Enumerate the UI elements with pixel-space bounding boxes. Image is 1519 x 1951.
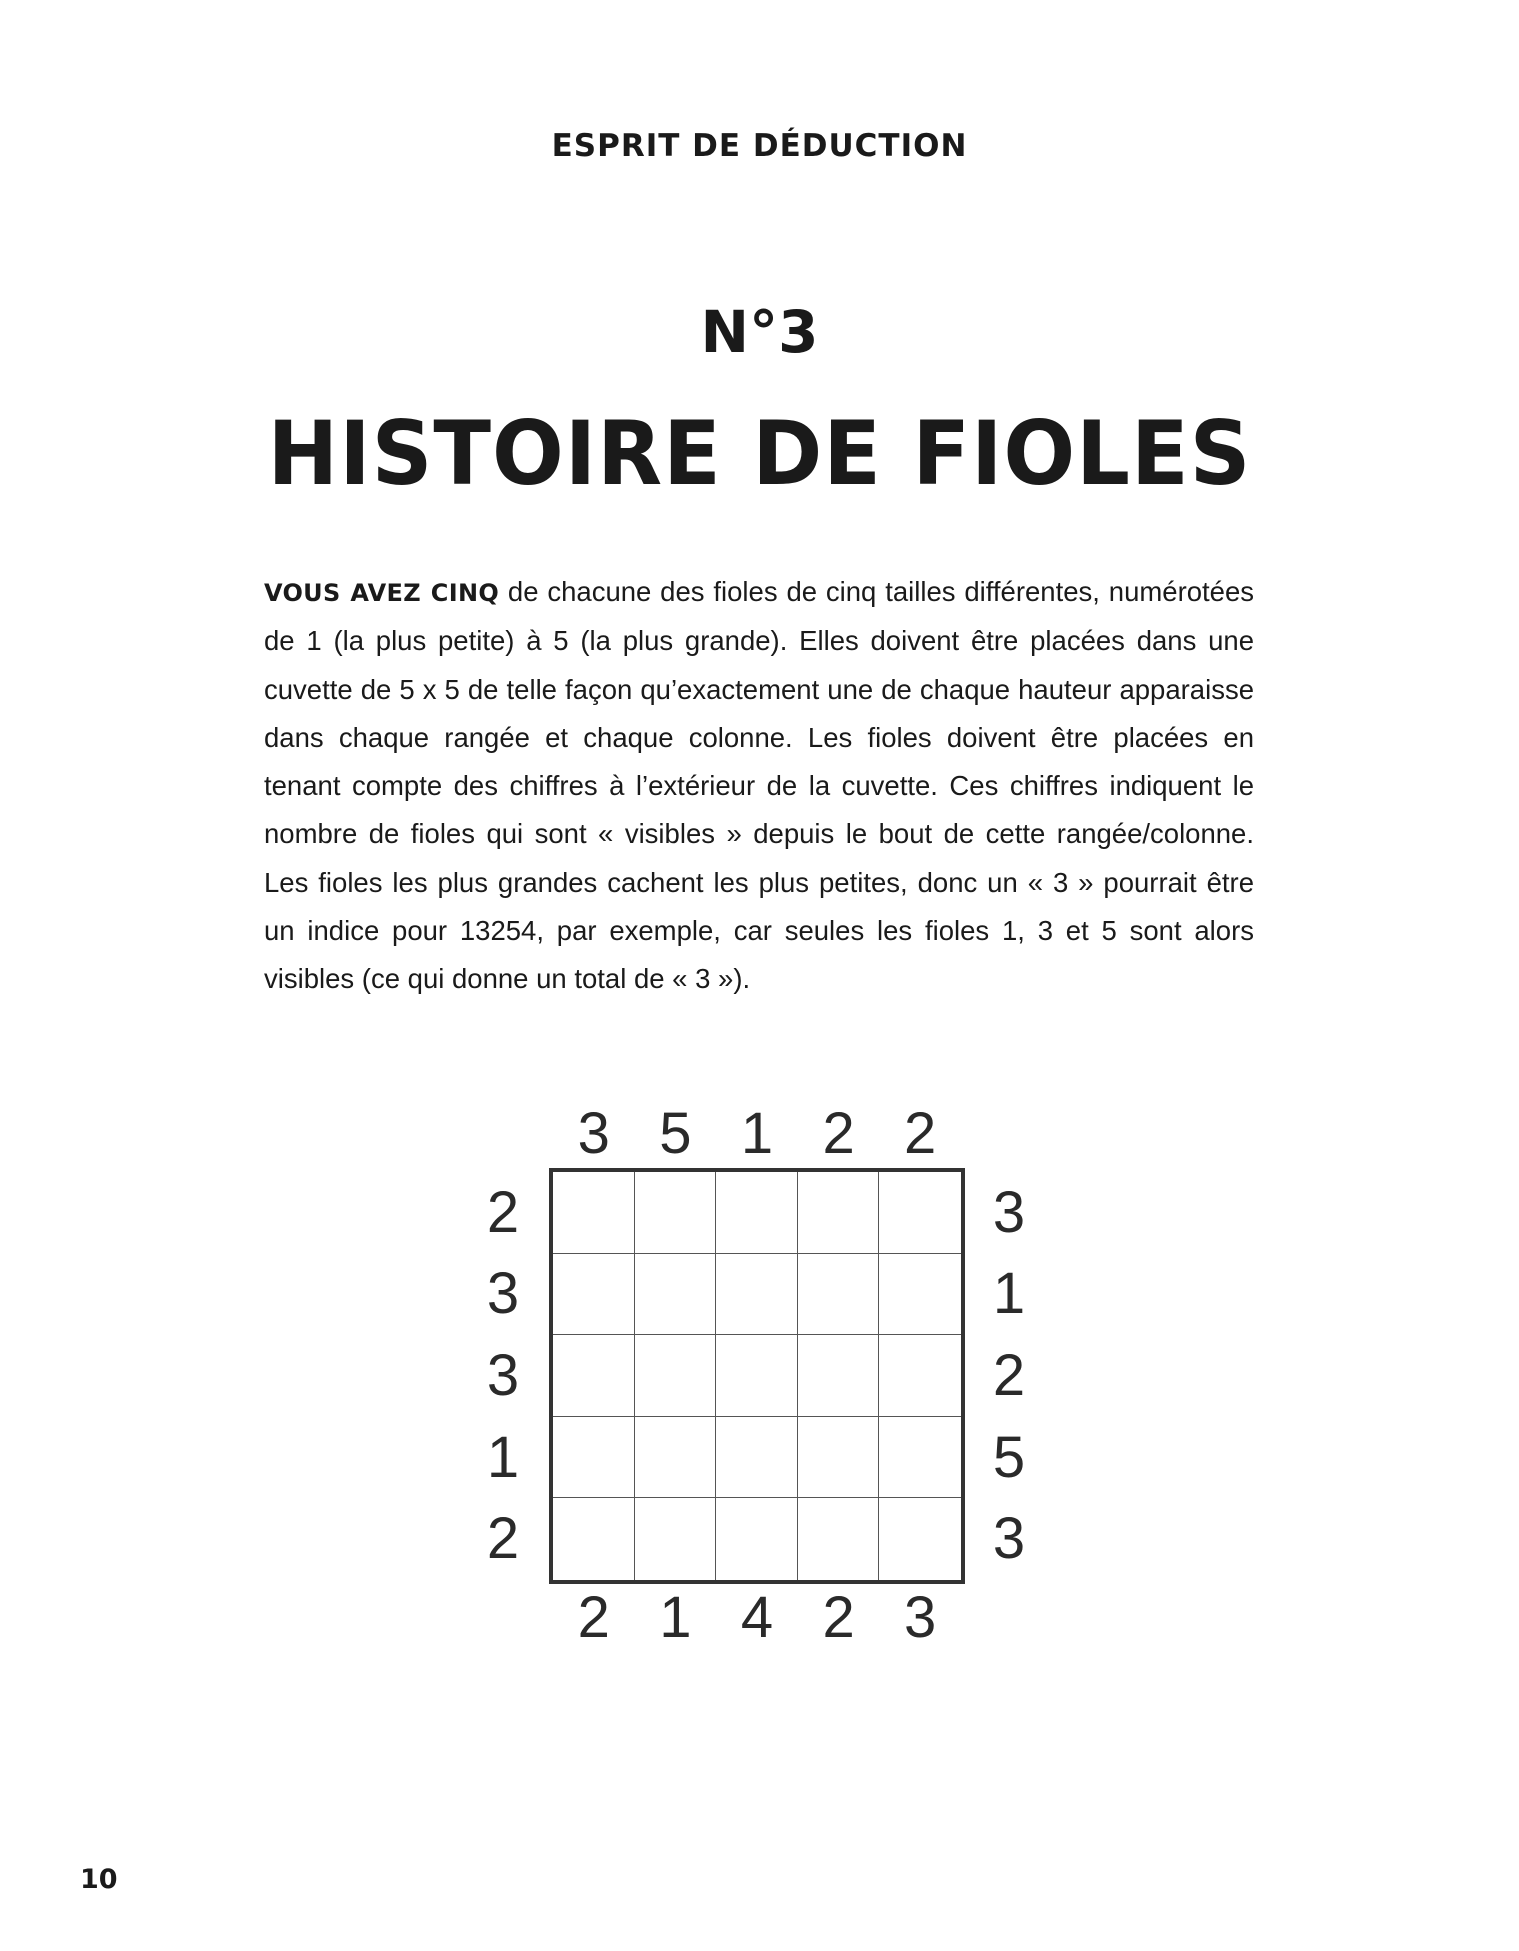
clue-top: 5 bbox=[659, 1101, 692, 1166]
grid-cell[interactable] bbox=[879, 1172, 961, 1254]
clue-top: 1 bbox=[740, 1101, 774, 1166]
page-number: 10 bbox=[80, 1864, 118, 1895]
clue-left: 3 bbox=[486, 1343, 520, 1408]
grid-cell[interactable] bbox=[798, 1417, 880, 1499]
skyscraper-grid bbox=[549, 1168, 965, 1584]
clue-right: 3 bbox=[992, 1179, 1026, 1245]
instructions-lead-in: VOUS AVEZ CINQ bbox=[264, 579, 500, 607]
grid-cell[interactable] bbox=[553, 1335, 635, 1417]
clue-bottom: 3 bbox=[904, 1585, 937, 1650]
clue-right: 5 bbox=[992, 1424, 1026, 1490]
grid-cell[interactable] bbox=[716, 1254, 798, 1336]
clue-right: 2 bbox=[992, 1343, 1026, 1408]
clue-bottom: 4 bbox=[740, 1585, 774, 1650]
instructions-text: de chacune des fioles de cinq tailles différentes, numérotées de 1 (la plus petite) à 5 (la plus grande). Elles doivent être placées dans une cuvette de 5 x 5 de telle façon qu’exactement une de chaque hauteur apparaisse dans chaque rangée et chaque colonne. Les fioles doivent être placées en tenant compte des chiffres à l’extérieur de la cuvette. Ces chiffres indiquent le nombre de fioles qui sont « visibles » depuis le bout de cette rangée/colonne. Les fioles les plus grandes cachent les plus petites, donc un « 3 » pourrait être un indice pour 13254, par exemple, car seules les fioles 1, 3 et 5 sont alors visibles (ce qui donne un total de « 3 »). bbox=[264, 576, 1255, 995]
grid-cell[interactable] bbox=[798, 1335, 880, 1417]
grid-cell[interactable] bbox=[635, 1335, 717, 1417]
grid-cell[interactable] bbox=[716, 1335, 798, 1417]
grid-cell[interactable] bbox=[879, 1498, 961, 1580]
puzzle-instructions bbox=[264, 568, 1254, 1004]
grid-cell[interactable] bbox=[798, 1172, 880, 1254]
grid-cell[interactable] bbox=[879, 1254, 961, 1336]
grid-cell[interactable] bbox=[635, 1254, 717, 1336]
grid-cell[interactable] bbox=[553, 1498, 635, 1580]
clue-bottom: 1 bbox=[659, 1585, 692, 1650]
clue-right: 1 bbox=[992, 1261, 1026, 1327]
grid-cell[interactable] bbox=[553, 1254, 635, 1336]
grid-cell[interactable] bbox=[553, 1417, 635, 1499]
puzzle-number: N°3 bbox=[700, 298, 819, 366]
clue-top: 3 bbox=[577, 1101, 610, 1166]
grid-cell[interactable] bbox=[716, 1498, 798, 1580]
grid-cell[interactable] bbox=[635, 1417, 717, 1499]
grid-cell[interactable] bbox=[879, 1417, 961, 1499]
grid-cell[interactable] bbox=[716, 1172, 798, 1254]
grid-cell[interactable] bbox=[798, 1498, 880, 1580]
clue-right: 3 bbox=[992, 1506, 1026, 1572]
grid-cell[interactable] bbox=[635, 1172, 717, 1254]
clue-top: 2 bbox=[822, 1101, 855, 1166]
grid-cell[interactable] bbox=[553, 1172, 635, 1254]
grid-cell[interactable] bbox=[635, 1498, 717, 1580]
puzzle-title: HISTOIRE DE FIOLES bbox=[267, 402, 1252, 505]
grid-cell[interactable] bbox=[798, 1254, 880, 1336]
clue-left: 3 bbox=[486, 1261, 520, 1327]
clue-bottom: 2 bbox=[822, 1585, 855, 1650]
clue-top: 2 bbox=[904, 1101, 937, 1166]
clue-left: 1 bbox=[486, 1424, 520, 1490]
clue-left: 2 bbox=[486, 1506, 520, 1572]
clue-bottom: 2 bbox=[577, 1585, 610, 1650]
grid-cell[interactable] bbox=[879, 1335, 961, 1417]
grid-cell[interactable] bbox=[716, 1417, 798, 1499]
running-head: ESPRIT DE DÉDUCTION bbox=[551, 128, 968, 164]
clue-left: 2 bbox=[486, 1179, 520, 1245]
